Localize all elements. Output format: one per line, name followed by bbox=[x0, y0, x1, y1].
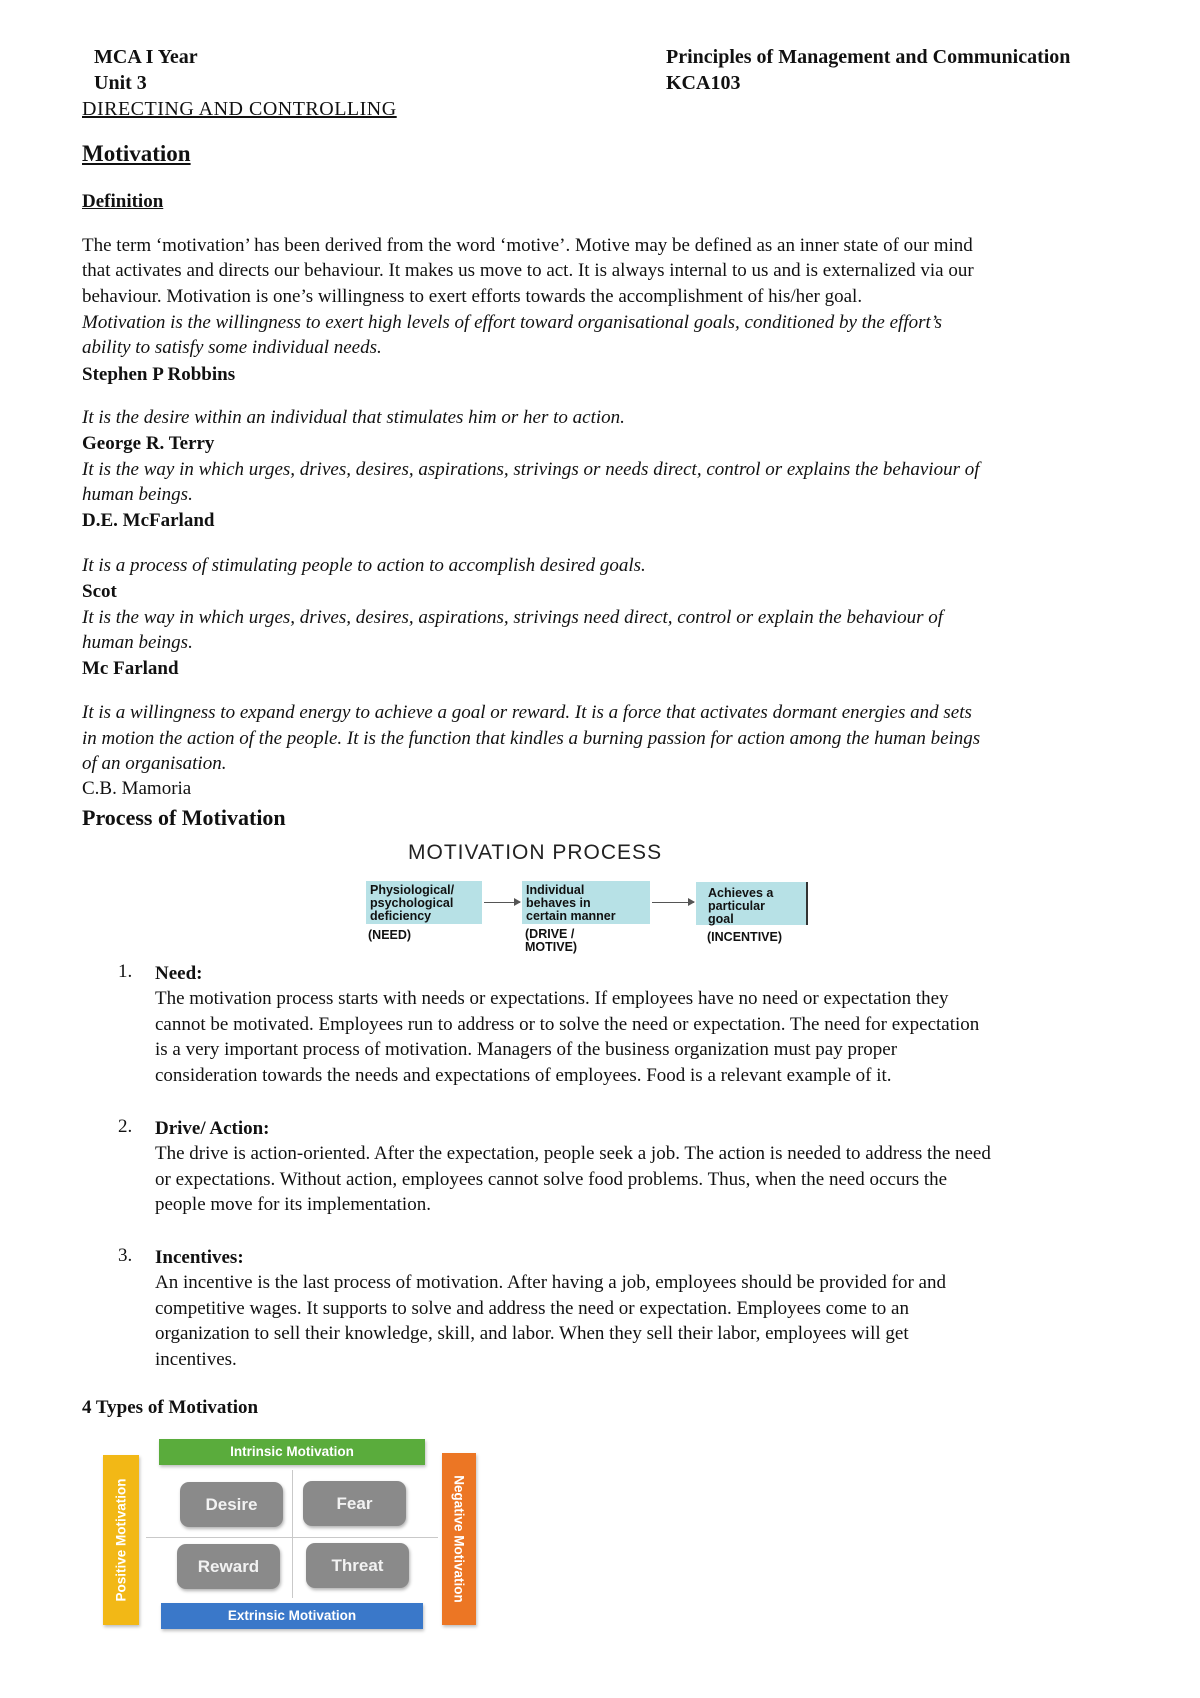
definition-quote: It is the desire within an individual that stimulates him or her to action. bbox=[82, 407, 625, 428]
list-item-line: is a very important process of motivation. Managers of the business organization must pay proper bbox=[155, 1039, 898, 1060]
list-item-line: or expectations. Without action, employees cannot solve food problems. Thus, when the need occurs the bbox=[155, 1169, 948, 1190]
list-item-line: The drive is action-oriented. After the expectation, people seek a job. The action is needed to address the need bbox=[155, 1143, 991, 1164]
process-arrow-2 bbox=[652, 902, 694, 903]
process-box-need bbox=[366, 881, 482, 924]
list-item-title: Drive/ Action: bbox=[155, 1118, 270, 1139]
header-code: KCA103 bbox=[666, 72, 741, 94]
definition-quote: Motivation is the willingness to exert high levels of effort toward organisational goals, conditioned by the effort’s bbox=[82, 312, 943, 333]
definition-quote: It is the way in which urges, drives, desires, aspirations, strivings or needs direct, control or explains the behaviour of bbox=[82, 459, 980, 480]
section-title: Motivation bbox=[82, 141, 191, 166]
negative-motivation-label: Negative Motivation bbox=[451, 1475, 467, 1603]
process-box-line: deficiency bbox=[370, 909, 432, 923]
definition-author: George R. Terry bbox=[82, 433, 215, 454]
process-box-line: goal bbox=[708, 912, 734, 926]
definition-quote: ability to satisfy some individual needs. bbox=[82, 337, 382, 358]
process-arrow-1 bbox=[484, 902, 520, 903]
list-number: 1. bbox=[118, 961, 133, 982]
process-box-incentive bbox=[696, 882, 808, 925]
list-item-line: An incentive is the last process of motivation. After having a job, employees should be provided for and bbox=[155, 1272, 946, 1293]
list-item-line: competitive wages. It supports to solve and address the need or expectation. Employees come to an bbox=[155, 1298, 909, 1319]
process-heading: Process of Motivation bbox=[82, 805, 286, 830]
process-label-need: (NEED) bbox=[368, 928, 412, 942]
definition-author: Mc Farland bbox=[82, 658, 179, 679]
list-item-line: consideration towards the needs and expectations of employees. Food is a relevant example of it. bbox=[155, 1065, 892, 1086]
process-label-line: MOTIVE) bbox=[525, 940, 578, 954]
intrinsic-motivation-bar: Intrinsic Motivation bbox=[159, 1439, 425, 1465]
header-subject: Principles of Management and Communication bbox=[666, 46, 1071, 68]
definition-quote: of an organisation. bbox=[82, 753, 227, 774]
cell-threat: Threat bbox=[306, 1543, 409, 1588]
unit-title: DIRECTING AND CONTROLLING bbox=[82, 98, 397, 120]
header-course: MCA I Year bbox=[94, 46, 198, 68]
definition-author: Scot bbox=[82, 581, 117, 602]
process-box-line: Physiological/ bbox=[370, 883, 455, 897]
positive-motivation-bar bbox=[103, 1455, 139, 1625]
process-label-incentive: (INCENTIVE) bbox=[707, 930, 782, 944]
process-label-drive bbox=[525, 928, 577, 954]
process-box-line: particular bbox=[708, 899, 765, 913]
definition-quote: It is a willingness to expand energy to achieve a goal or reward. It is a force that activates dormant energies and sets bbox=[82, 702, 972, 723]
process-label-line: (DRIVE / bbox=[525, 927, 575, 941]
list-item-line: cannot be motivated. Employees run to address or to solve the need or expectation. The need for expectation bbox=[155, 1014, 980, 1035]
definition-quote: human beings. bbox=[82, 484, 193, 505]
process-box-line: behaves in bbox=[526, 896, 591, 910]
extrinsic-motivation-bar: Extrinsic Motivation bbox=[161, 1603, 423, 1629]
cell-reward: Reward bbox=[177, 1544, 280, 1589]
negative-motivation-bar bbox=[442, 1453, 476, 1625]
definition-heading: Definition bbox=[82, 191, 164, 212]
cell-desire: Desire bbox=[180, 1482, 283, 1527]
process-box-line: psychological bbox=[370, 896, 454, 910]
definition-author: D.E. McFarland bbox=[82, 510, 215, 531]
definition-quote: It is the way in which urges, drives, desires, aspirations, strivings need direct, control or explain the behaviour of bbox=[82, 607, 944, 628]
definition-quote: in motion the action of the people. It is the function that kindles a burning passion for action among the human beings bbox=[82, 728, 981, 749]
list-item-line: organization to sell their knowledge, skill, and labor. When they sell their labor, employees will get bbox=[155, 1323, 909, 1344]
positive-motivation-label: Positive Motivation bbox=[113, 1478, 129, 1602]
process-box-line: Achieves a bbox=[708, 886, 774, 900]
grid-divider-horizontal bbox=[146, 1537, 438, 1538]
list-item-line: incentives. bbox=[155, 1349, 237, 1370]
list-number: 3. bbox=[118, 1245, 133, 1266]
definition-author: C.B. Mamoria bbox=[82, 778, 192, 799]
process-box-line: Individual bbox=[526, 883, 585, 897]
process-box-line: certain manner bbox=[526, 909, 616, 923]
list-number: 2. bbox=[118, 1116, 133, 1137]
list-item-line: people move for its implementation. bbox=[155, 1194, 431, 1215]
list-item-line: The motivation process starts with needs or expectations. If employees have no need or expectation they bbox=[155, 988, 949, 1009]
types-heading: 4 Types of Motivation bbox=[82, 1397, 259, 1418]
process-diagram-title: MOTIVATION PROCESS bbox=[408, 841, 663, 864]
intro-line: The term ‘motivation’ has been derived from the word ‘motive’. Motive may be defined as an inner state of our mind bbox=[82, 235, 973, 256]
grid-divider-vertical bbox=[292, 1470, 293, 1598]
intro-line: behaviour. Motivation is one’s willingness to exert efforts towards the accomplishment of his/her goal. bbox=[82, 286, 863, 307]
header-unit: Unit 3 bbox=[94, 72, 147, 94]
intro-line: that activates and directs our behaviour. It makes us move to act. It is always internal to us and is externalized via our bbox=[82, 260, 974, 281]
definition-author: Stephen P Robbins bbox=[82, 364, 236, 385]
cell-fear: Fear bbox=[303, 1481, 406, 1526]
list-item-title: Need: bbox=[155, 963, 203, 984]
list-item-title: Incentives: bbox=[155, 1247, 244, 1268]
process-box-drive bbox=[522, 881, 650, 924]
definition-quote: human beings. bbox=[82, 632, 193, 653]
definition-quote: It is a process of stimulating people to action to accomplish desired goals. bbox=[82, 555, 646, 576]
